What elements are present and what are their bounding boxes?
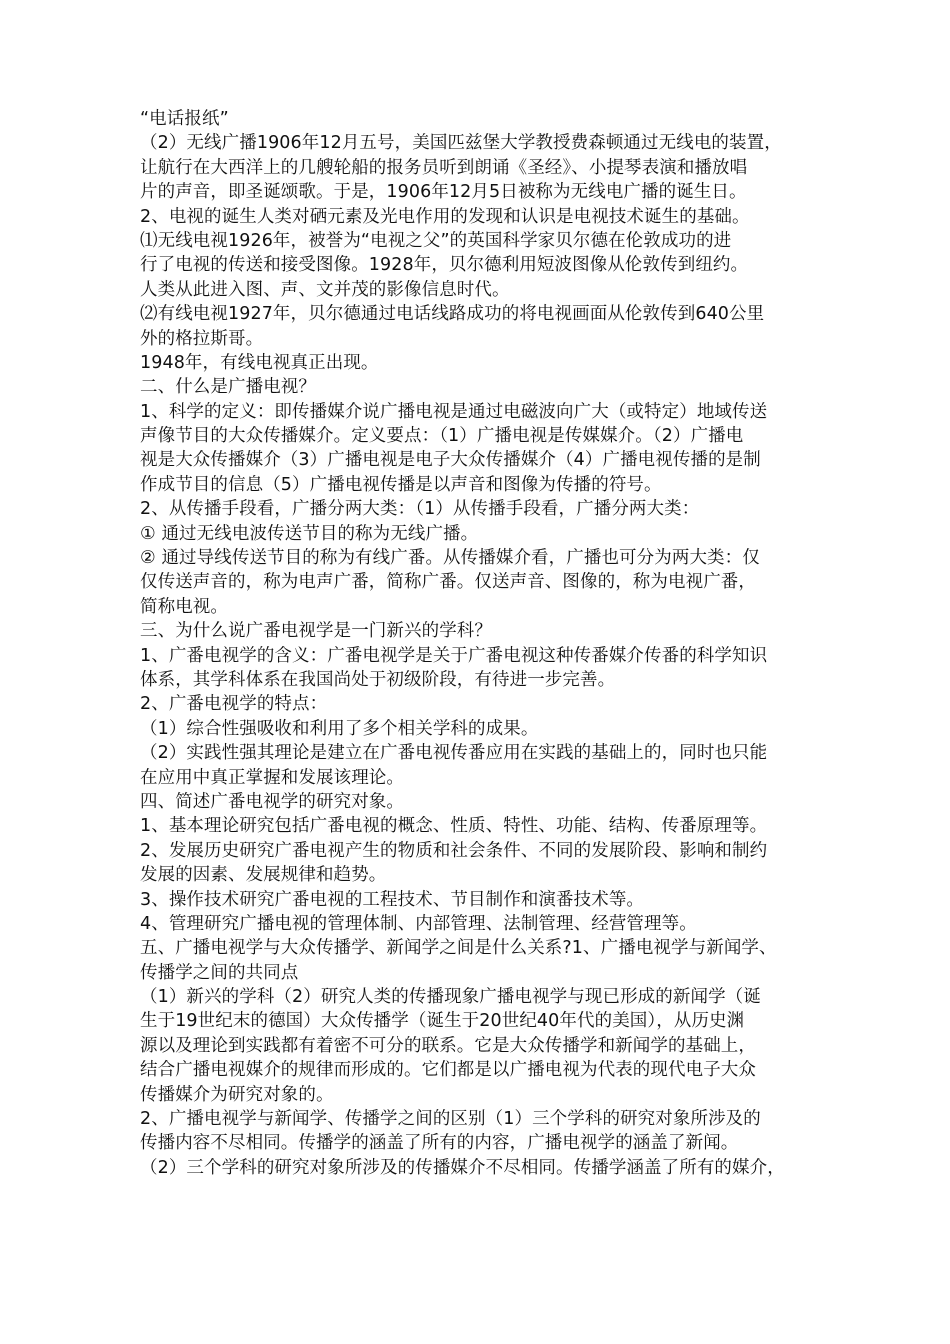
text-line: 2、电视的诞生人类对硒元素及光电作用的发现和认识是电视技术诞生的基础。	[140, 206, 750, 227]
text-line: 1、基本理论研究包括广番电视的概念、性质、特性、功能、结构、传番原理等。	[140, 816, 768, 837]
text-line: 1、科学的定义：即传播媒介说广播电视是通过电磁波向广大（或特定）地域传送	[140, 401, 768, 422]
text-line: 发展的因素、发展规律和趋势。	[140, 865, 387, 886]
section-heading: 三、为什么说广番电视学是一门新兴的学科？	[140, 621, 492, 642]
text-line: 人类从此进入图、声、文并茂的影像信息时代。	[140, 279, 510, 300]
text-line: “电话报纸”	[140, 109, 229, 129]
text-line: 行了电视的传送和接受图像。1928年，贝尔德利用短波图像从伦敦传到纽约。	[140, 255, 749, 276]
text-line: 仅传送声音的，称为电声广番，简称广番。仅送声音、图像的，称为电视广番，	[140, 572, 756, 593]
text-line: 2、广播电视学与新闻学、传播学之间的区别（1）三个学科的研究对象所涉及的	[140, 1109, 761, 1130]
text-line: 传播内容不尽相同。传播学的涵盖了所有的内容，广播电视学的涵盖了新闻。	[140, 1133, 739, 1154]
text-line: ⑵有线电视1927年，贝尔德通过电话线路成功的将电视画面从伦敦传到640公里	[140, 304, 765, 325]
section-heading: 五、广播电视学与大众传播学、新闻学之间是什么关系?1、广播电视学与新闻学、	[140, 938, 777, 959]
text-line: 外的格拉斯哥。	[140, 328, 264, 349]
section-heading: 二、什么是广播电视？	[140, 377, 316, 398]
document-body	[140, 107, 840, 1180]
text-line: ⑴无线电视1926年，被誉为“电视之父”的英国科学家贝尔德在伦敦成功的进	[140, 230, 732, 251]
text-line: 传播媒介为研究对象的。	[140, 1084, 334, 1105]
text-line: 2、发展历史研究广番电视产生的物质和社会条件、不同的发展阶段、影响和制约	[140, 840, 768, 861]
text-line: 生于19世纪末的德国）大众传播学（诞生于20世纪40年代的美国），从历史渊	[140, 1011, 745, 1032]
text-line: 让航行在大西洋上的几艘轮船的报务员听到朗诵《圣经》、小提琴表演和播放唱	[140, 157, 748, 178]
text-line: 结合广播电视媒介的规律而形成的。它们都是以广播电视为代表的现代电子大众	[140, 1060, 756, 1081]
text-line: 源以及理论到实践都有着密不可分的联系。它是大众传播学和新闻学的基础上，	[140, 1035, 756, 1056]
text-line: 体系，其学科体系在我国尚处于初级阶段，有待进一步完善。	[140, 669, 616, 690]
text-line: 简称电视。	[140, 596, 228, 617]
text-line: 视是大众传播媒介（3）广播电视是电子大众传播媒介（4）广播电视传播的是制	[140, 450, 761, 471]
text-line: 传播学之间的共同点	[140, 962, 299, 983]
text-line: 声像节目的大众传播媒介。定义要点：（1）广播电视是传媒媒介。（2）广播电	[140, 426, 744, 447]
text-line: 片的声音，即圣诞颂歌。于是，1906年12月5日被称为无线电广播的诞生日。	[140, 182, 747, 203]
text-line: 2、广番电视学的特点：	[140, 694, 328, 715]
text-line: 1948年，有线电视真正出现。	[140, 352, 379, 373]
text-line: （2）实践性强其理论是建立在广番电视传番应用在实践的基础上的，同时也只能	[140, 743, 768, 764]
text-line: ① 通过无线电波传送节目的称为无线广播。	[140, 523, 479, 544]
text-line: 2、从传播手段看，广播分两大类：（1）从传播手段看，广播分两大类：	[140, 499, 700, 520]
text-line: 在应用中真正掌握和发展该理论。	[140, 767, 404, 788]
text-line: 作成节目的信息（5）广播电视传播是以声音和图像为传播的符号。	[140, 474, 662, 495]
text-line: ② 通过导线传送节目的称为有线广番。从传播媒介看，广播也可分为两大类：仅	[140, 548, 760, 569]
section-heading: 四、简述广番电视学的研究对象。	[140, 791, 404, 812]
text-line: 1、广番电视学的含义：广番电视学是关于广番电视这种传番媒介传番的科学知识	[140, 645, 768, 666]
text-line: 3、操作技术研究广番电视的工程技术、节目制作和演番技术等。	[140, 889, 645, 910]
text-line: （2）无线广播1906年12月五号，美国匹兹堡大学教授费森顿通过无线电的装置，	[140, 133, 782, 154]
text-line: 4、管理研究广播电视的管理体制、内部管理、法制管理、经营管理等。	[140, 913, 697, 934]
text-line: （1）新兴的学科（2）研究人类的传播现象广播电视学与现已形成的新闻学（诞	[140, 987, 761, 1008]
text-line: （2）三个学科的研究对象所涉及的传播媒介不尽相同。传播学涵盖了所有的媒介，	[140, 1157, 785, 1178]
text-line: （1）综合性强吸收和利用了多个相关学科的成果。	[140, 718, 539, 739]
